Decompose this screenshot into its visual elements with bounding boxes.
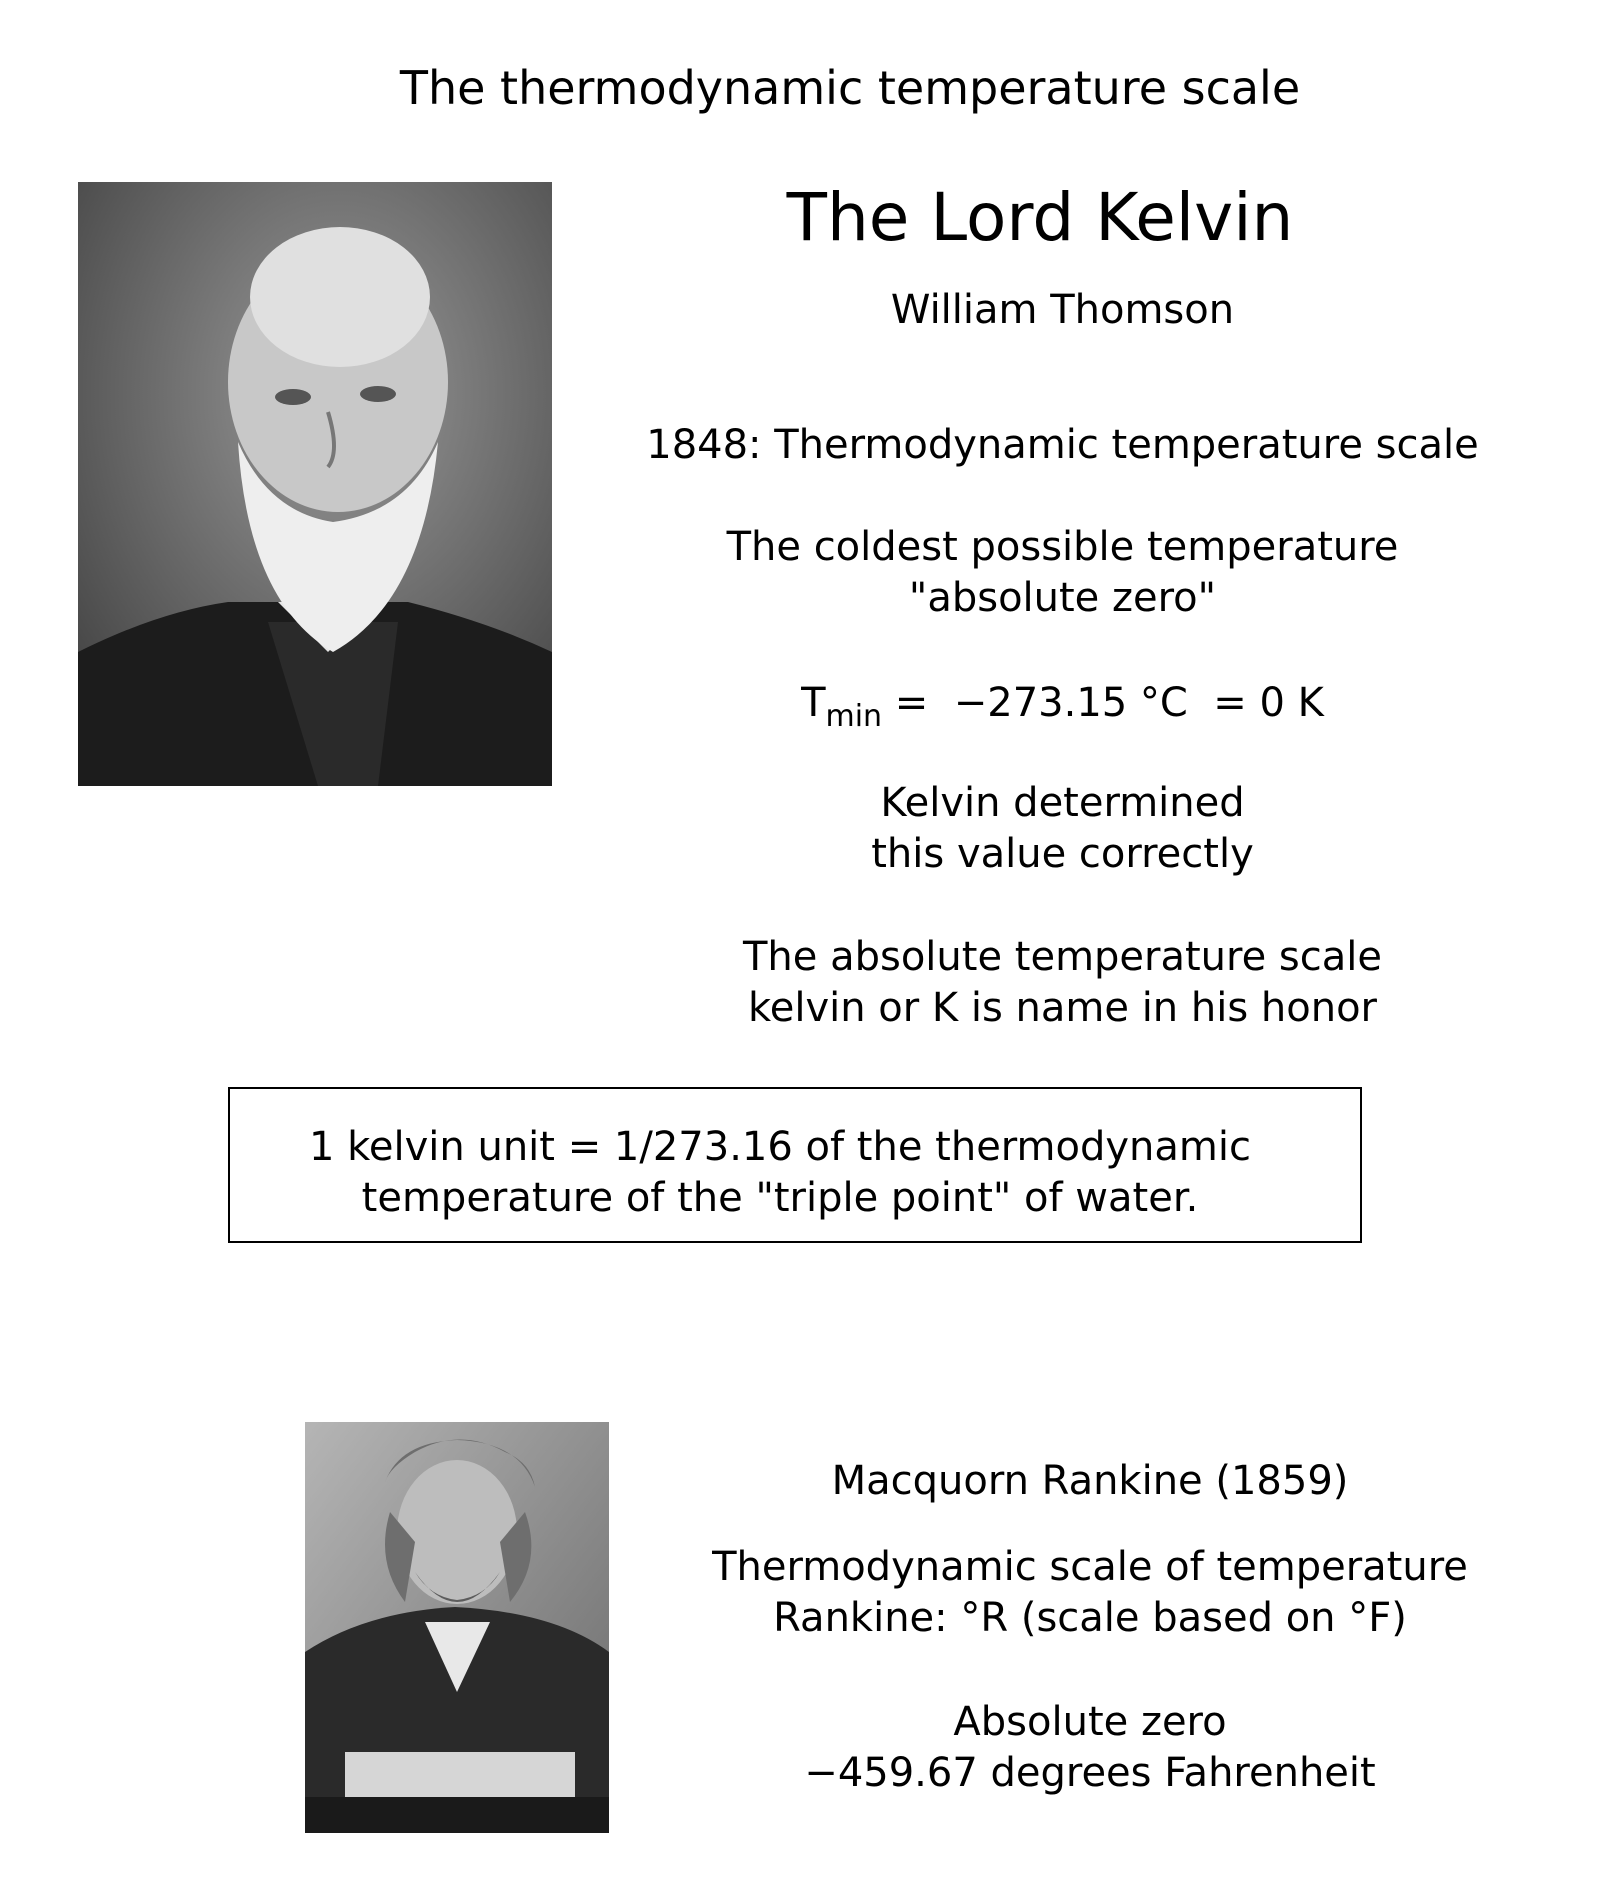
kelvin-name: The Lord Kelvin	[786, 179, 1294, 256]
determined-line-2: this value correctly	[871, 831, 1254, 877]
kelvin-definition-box	[228, 1087, 1362, 1243]
kelvin-portrait	[78, 182, 552, 786]
rankine-name: Macquorn Rankine (1859)	[831, 1458, 1349, 1504]
definition-line-2: temperature of the "triple point" of water.	[361, 1175, 1199, 1221]
page-title: The thermodynamic temperature scale	[399, 61, 1301, 115]
honor-line-2: kelvin or K is name in his honor	[747, 985, 1377, 1031]
coldest-line-1: The coldest possible temperature	[726, 524, 1399, 570]
rankine-scale-line-2: Rankine: °R (scale based on °F)	[773, 1595, 1407, 1641]
rankine-scale-line-1: Thermodynamic scale of temperature	[712, 1544, 1468, 1590]
tmin-subscript: min	[825, 699, 883, 734]
tmin-symbol: T	[801, 680, 826, 726]
tmin-value: = −273.15 °C = 0 K	[882, 680, 1324, 726]
kelvin-year-line: 1848: Thermodynamic temperature scale	[646, 422, 1479, 468]
rankine-portrait	[305, 1422, 609, 1833]
definition-line-1: 1 kelvin unit = 1/273.16 of the thermodynamic	[309, 1124, 1251, 1170]
kelvin-real-name: William Thomson	[890, 287, 1235, 333]
rankine-zero-line-2: −459.67 degrees Fahrenheit	[804, 1750, 1376, 1796]
coldest-line-2: "absolute zero"	[908, 575, 1217, 621]
tmin-equation	[600, 678, 1525, 734]
rankine-zero-line-1: Absolute zero	[953, 1699, 1227, 1745]
determined-line-1: Kelvin determined	[880, 780, 1245, 826]
honor-line-1: The absolute temperature scale	[742, 934, 1382, 980]
